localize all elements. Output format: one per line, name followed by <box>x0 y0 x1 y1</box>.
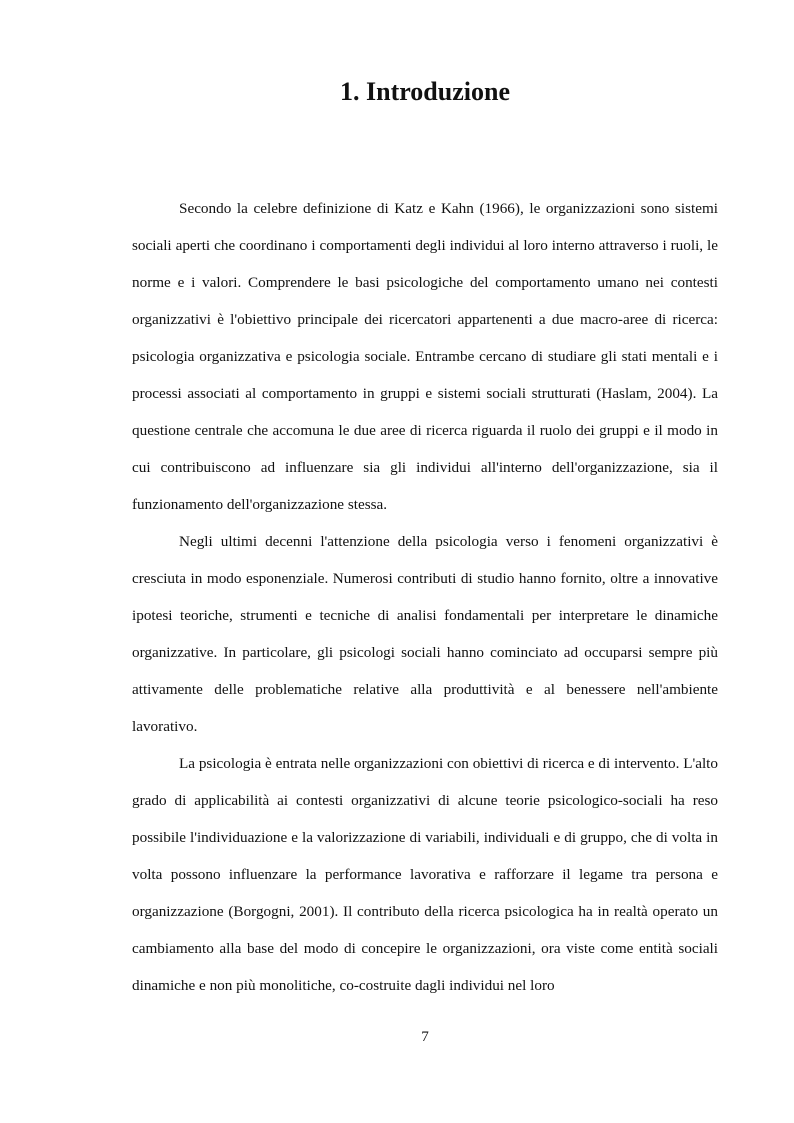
body-text <box>132 190 718 1004</box>
paragraph-3: La psicologia è entrata nelle organizzazioni con obiettivi di ricerca e di intervento. L'alto grado di applicabilità ai contesti organizzativi di alcune teorie psicologico-sociali ha reso possibile l'individuazione e la valorizzazione di variabili, individuali e di gruppo, che di volta in volta possono influenzare la performance lavorativa e rafforzare il legame tra persona e organizzazione (Borgogni, 2001). Il contributo della ricerca psicologica ha in realtà operato un cambiamento alla base del modo di concepire le organizzazioni, ora viste come entità sociali dinamiche e non più monolitiche, co-costruite dagli individui nel loro <box>132 755 718 994</box>
chapter-title: 1. Introduzione <box>340 77 510 106</box>
page-number: 7 <box>421 1028 429 1045</box>
paragraph-2: Negli ultimi decenni l'attenzione della psicologia verso i fenomeni organizzativi è cresciuta in modo esponenziale. Numerosi contributi di studio hanno fornito, oltre a innovative ipotesi teoriche, strumenti e tecniche di analisi fondamentali per interpretare le dinamiche organizzative. In particolare, gli psicologi sociali hanno cominciato ad occuparsi sempre più attivamente delle problematiche relative alla produttività e al benessere nell'ambiente lavorativo. <box>132 533 718 735</box>
paragraph-1: Secondo la celebre definizione di Katz e Kahn (1966), le organizzazioni sono sistemi sociali aperti che coordinano i comportamenti degli individui al loro interno attraverso i ruoli, le norme e i valori. Comprendere le basi psicologiche del comportamento umano nei contesti organizzativi è l'obiettivo principale dei ricercatori appartenenti a due macro-aree di ricerca: psicologia organizzativa e psicologia sociale. Entrambe cercano di studiare gli stati mentali e i processi associati al comportamento in gruppi e sistemi sociali strutturati (Haslam, 2004). La questione centrale che accomuna le due aree di ricerca riguarda il ruolo dei gruppi e il modo in cui contribuiscono ad influenzare sia gli individui all'interno dell'organizzazione, sia il funzionamento dell'organizzazione stessa. <box>132 200 718 513</box>
